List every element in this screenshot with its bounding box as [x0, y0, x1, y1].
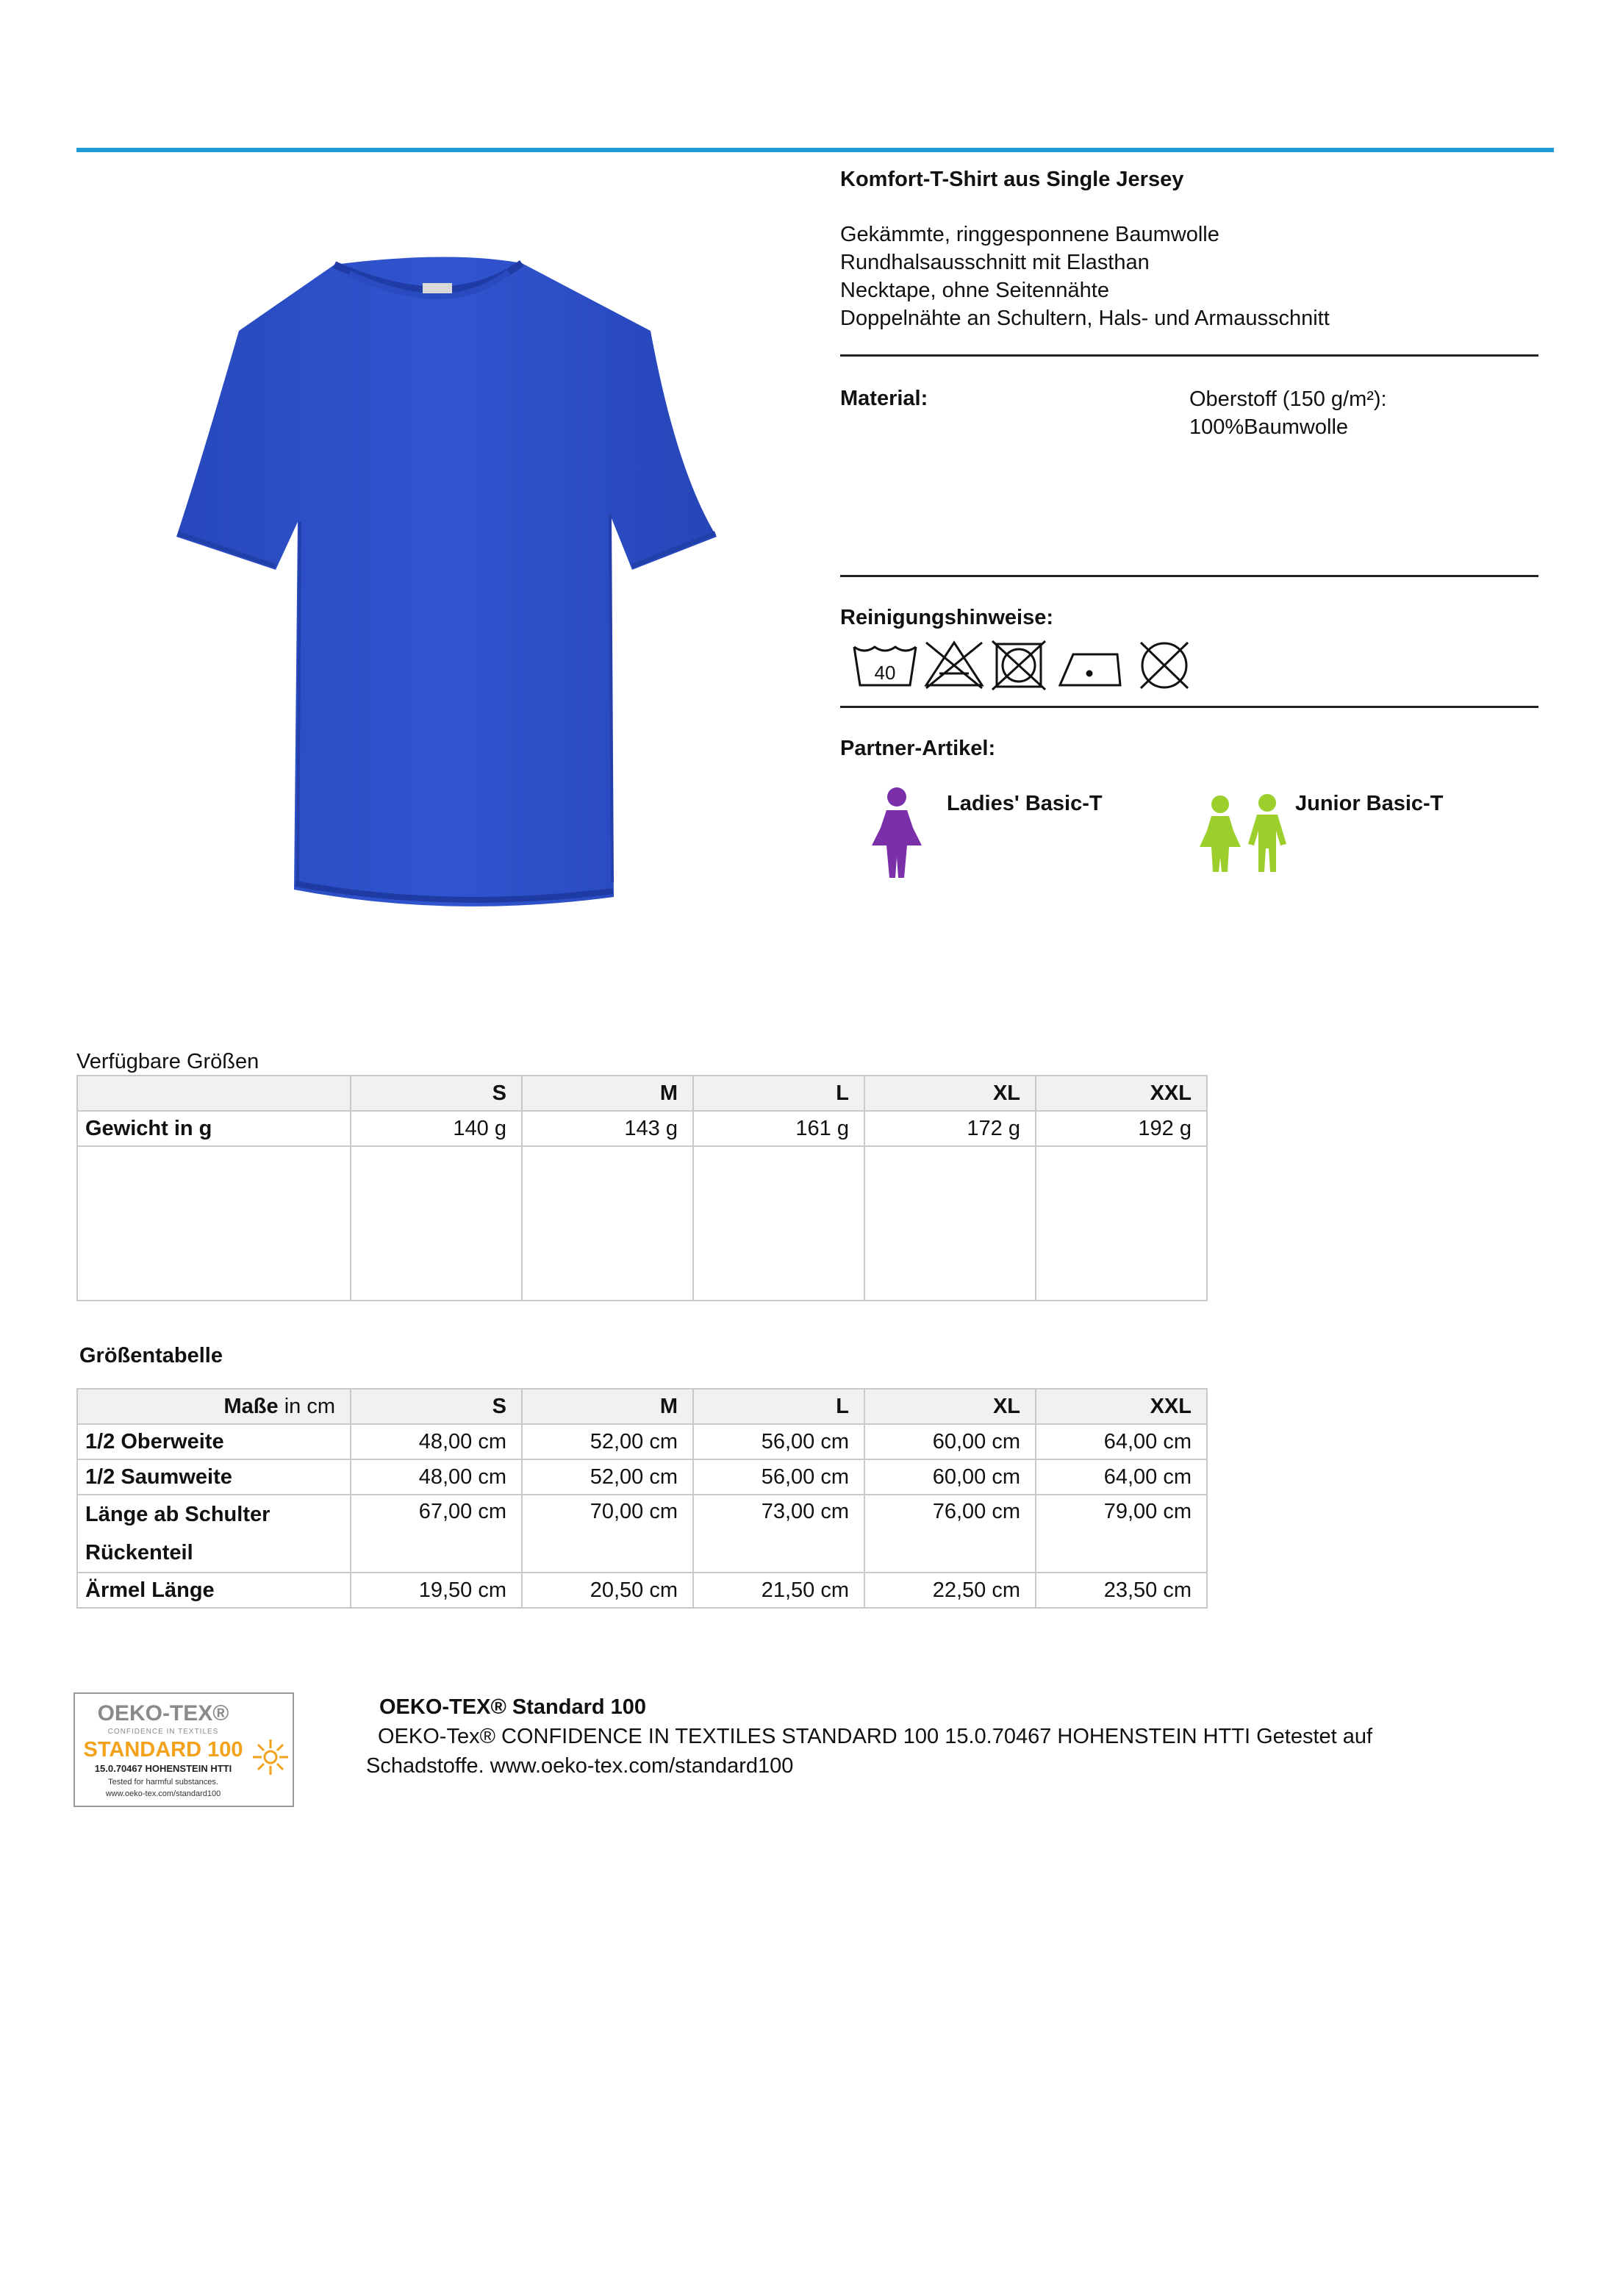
- feature-item: Rundhalsausschnitt mit Elasthan: [840, 251, 1150, 274]
- table-row: [77, 1459, 1207, 1495]
- table-header-row: [77, 1389, 1207, 1424]
- table-cell: 22,50 cm: [864, 1573, 1036, 1608]
- table-cell: 48,00 cm: [351, 1459, 522, 1495]
- table-cell: 56,00 cm: [693, 1459, 864, 1495]
- partner-junior-name[interactable]: Junior Basic-T: [1295, 792, 1444, 815]
- size-header: XXL: [1036, 1076, 1207, 1111]
- no-dry-clean-icon: [1141, 643, 1188, 688]
- iron-low-icon: [1060, 654, 1120, 685]
- material-line: Oberstoff (150 g/m²):: [1189, 387, 1387, 411]
- oeko-logo-number: 15.0.70467 HOHENSTEIN HTTI: [94, 1763, 232, 1774]
- divider: [840, 354, 1538, 357]
- size-header: S: [351, 1389, 522, 1424]
- unit-rest: in cm: [278, 1394, 335, 1418]
- oeko-logo-standard: STANDARD 100: [83, 1738, 243, 1762]
- partner-label: Partner-Artikel:: [840, 737, 996, 760]
- table-cell: 172 g: [864, 1111, 1036, 1146]
- feature-item: Necktape, ohne Seitennähte: [840, 279, 1109, 302]
- divider: [840, 706, 1538, 708]
- table-row: [77, 1111, 1207, 1146]
- partner-ladies-name[interactable]: Ladies' Basic-T: [947, 792, 1103, 815]
- size-header: XXL: [1036, 1389, 1207, 1424]
- size-header: XL: [864, 1389, 1036, 1424]
- table-cell: 73,00 cm: [693, 1495, 864, 1573]
- table-cell: 64,00 cm: [1036, 1424, 1207, 1459]
- table-cell: 21,50 cm: [693, 1573, 864, 1608]
- table-cell: 19,50 cm: [351, 1573, 522, 1608]
- material-line: 100%Baumwolle: [1189, 415, 1349, 439]
- product-title: Komfort-T-Shirt aus Single Jersey: [840, 168, 1184, 191]
- table-cell: 64,00 cm: [1036, 1459, 1207, 1495]
- table-cell: 23,50 cm: [1036, 1573, 1207, 1608]
- sizes-caption: Verfügbare Größen: [76, 1050, 259, 1073]
- care-label: Reinigungshinweise:: [840, 606, 1054, 629]
- table-cell: 60,00 cm: [864, 1459, 1036, 1495]
- children-icon: [1200, 794, 1295, 873]
- table-cell: 143 g: [522, 1111, 693, 1146]
- woman-icon: [870, 787, 923, 879]
- tshirt-image: [169, 250, 728, 919]
- flower-icon: [251, 1738, 290, 1776]
- oeko-tex-logo: [74, 1692, 294, 1807]
- size-header: L: [693, 1076, 864, 1111]
- table-row: [77, 1573, 1207, 1608]
- size-header: M: [522, 1389, 693, 1424]
- oeko-logo-tested: Tested for harmful substances.: [108, 1778, 218, 1787]
- table-cell: [1036, 1146, 1207, 1301]
- row-label-line: Länge ab Schulter: [85, 1503, 270, 1526]
- oeko-logo-name: OEKO-TEX®: [97, 1701, 229, 1725]
- table-cell: 67,00 cm: [351, 1495, 522, 1573]
- row-label: Ärmel Länge: [77, 1573, 351, 1608]
- table-cell: [693, 1146, 864, 1301]
- sizes-table: [76, 1075, 1208, 1301]
- row-label: 1/2 Oberweite: [77, 1424, 351, 1459]
- table-cell: [351, 1146, 522, 1301]
- feature-item: Doppelnähte an Schultern, Hals- und Armausschnitt: [840, 307, 1330, 330]
- table-cell: 60,00 cm: [864, 1424, 1036, 1459]
- material-value: [1189, 385, 1387, 441]
- table-cell: [77, 1076, 351, 1111]
- oeko-logo-tagline: CONFIDENCE IN TEXTILES: [107, 1728, 219, 1736]
- size-header: XL: [864, 1076, 1036, 1111]
- table-cell: 140 g: [351, 1111, 522, 1146]
- oeko-description: OEKO-Tex® CONFIDENCE IN TEXTILES STANDARD 100 15.0.70467 HOHENSTEIN HTTI Getestet auf Schadstoffe. www.oeko-tex.com/standard100: [366, 1725, 1373, 1778]
- oeko-logo-url: www.oeko-tex.com/standard100: [105, 1789, 221, 1798]
- unit-header: [77, 1389, 351, 1424]
- table-cell: 161 g: [693, 1111, 864, 1146]
- table-cell: [522, 1146, 693, 1301]
- care-symbols: [853, 640, 1198, 691]
- table-cell: [864, 1146, 1036, 1301]
- table-cell: [77, 1146, 351, 1301]
- no-bleach-icon: [926, 643, 982, 688]
- table-cell: 56,00 cm: [693, 1424, 864, 1459]
- wash-temp: 40: [874, 662, 896, 684]
- row-label: Gewicht in g: [77, 1111, 351, 1146]
- size-table-caption: Größentabelle: [79, 1344, 223, 1367]
- oeko-title: OEKO-TEX® Standard 100: [379, 1695, 647, 1719]
- size-measurements-table: [76, 1388, 1208, 1609]
- size-header: S: [351, 1076, 522, 1111]
- no-tumble-dry-icon: [992, 641, 1045, 690]
- divider: [840, 575, 1538, 577]
- table-row: [77, 1495, 1207, 1573]
- feature-list: [840, 221, 1330, 332]
- unit-bold: Maße: [223, 1394, 279, 1418]
- row-label: [77, 1495, 351, 1573]
- tshirt-body: [176, 257, 717, 906]
- material-label: Material:: [840, 387, 928, 410]
- table-cell: 48,00 cm: [351, 1424, 522, 1459]
- table-cell: 76,00 cm: [864, 1495, 1036, 1573]
- table-cell: 70,00 cm: [522, 1495, 693, 1573]
- feature-item: Gekämmte, ringgesponnene Baumwolle: [840, 223, 1219, 246]
- header-rule: [76, 148, 1554, 152]
- size-header: L: [693, 1389, 864, 1424]
- table-cell: 79,00 cm: [1036, 1495, 1207, 1573]
- table-cell: 20,50 cm: [522, 1573, 693, 1608]
- row-label-line: Rückenteil: [85, 1541, 193, 1564]
- table-row: [77, 1424, 1207, 1459]
- table-header-row: [77, 1076, 1207, 1111]
- wash-40-icon: [854, 647, 916, 685]
- table-cell: 52,00 cm: [522, 1424, 693, 1459]
- row-label: 1/2 Saumweite: [77, 1459, 351, 1495]
- table-cell: 52,00 cm: [522, 1459, 693, 1495]
- size-header: M: [522, 1076, 693, 1111]
- table-row-empty: [77, 1146, 1207, 1301]
- table-cell: 192 g: [1036, 1111, 1207, 1146]
